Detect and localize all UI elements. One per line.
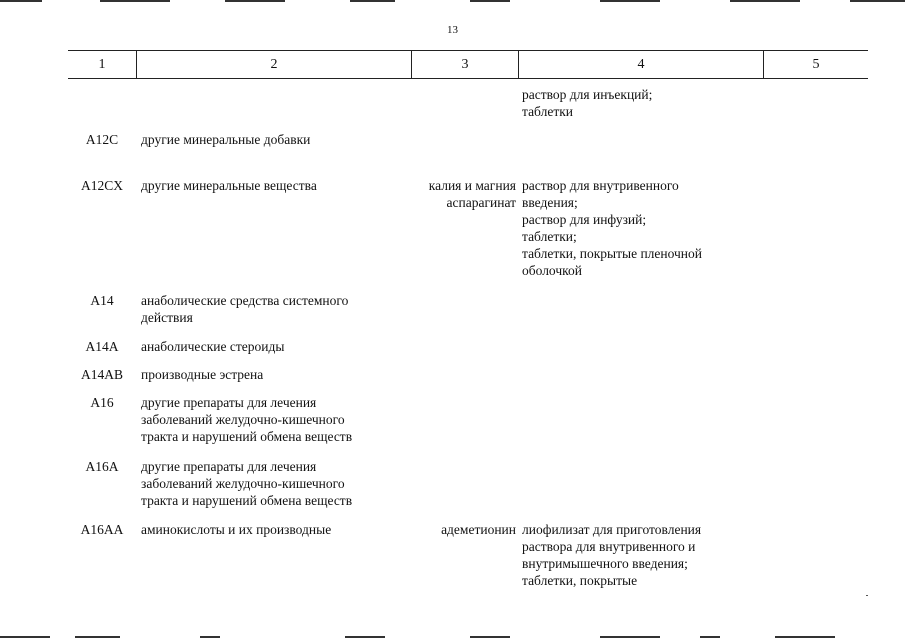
header-col-2: 2 [137,51,412,78]
top-scan-edge [0,0,905,3]
page-number: 13 [447,24,458,36]
scan-speck [866,595,868,596]
edge-segment [225,0,285,2]
edge-segment [200,636,220,638]
atc-code: A16AA [80,522,124,537]
edge-segment [345,636,385,638]
atc-code: A14 [90,293,114,308]
group-name: аминокислоты и их производные [141,522,332,537]
group-name: другие минеральные добавки [141,132,311,147]
edge-segment [0,0,42,2]
header-col-3: 3 [412,51,519,78]
edge-segment [700,636,720,638]
bottom-scan-edge [0,636,905,639]
group-name: анаболические средства системного действия [141,293,349,325]
atc-code: A14AB [80,367,123,382]
edge-segment [100,0,170,2]
edge-segment [470,0,510,2]
atc-code: A12C [85,132,119,147]
group-name: другие препараты для лечения заболеваний желудочно-кишечного тракта и нарушений обмена веществ [141,395,353,444]
group-name: производные эстрена [141,367,264,382]
drug-name: адеметионин [441,522,516,537]
edge-segment [850,0,905,2]
table-header [68,50,868,79]
dosage-form: лиофилизат для приготовления раствора для внутривенного и внутримышечного введения; таблетки, покрытые [522,522,702,588]
edge-segment [75,636,120,638]
edge-segment [470,636,510,638]
dosage-form: раствор для внутривенного введения; раствор для инфузий; таблетки; таблетки, покрытые пленочной оболочкой [522,178,703,278]
edge-segment [775,636,835,638]
atc-code: A14A [85,339,119,354]
edge-segment [600,636,660,638]
edge-segment [600,0,660,2]
edge-segment [730,0,800,2]
header-col-1: 1 [68,51,137,78]
edge-segment [0,636,50,638]
atc-code: A16 [90,395,114,410]
atc-code: A12CX [80,178,123,193]
atc-code: A16A [85,459,119,474]
group-name: анаболические стероиды [141,339,285,354]
group-name: другие препараты для лечения заболеваний желудочно-кишечного тракта и нарушений обмена веществ [141,459,353,508]
dosage-form: раствор для инъекций; таблетки [522,87,653,119]
header-col-5: 5 [812,57,820,72]
drug-name: калия и магния аспарагинат [428,178,516,210]
edge-segment [350,0,395,2]
header-col-4: 4 [519,51,764,78]
group-name: другие минеральные вещества [141,178,317,193]
